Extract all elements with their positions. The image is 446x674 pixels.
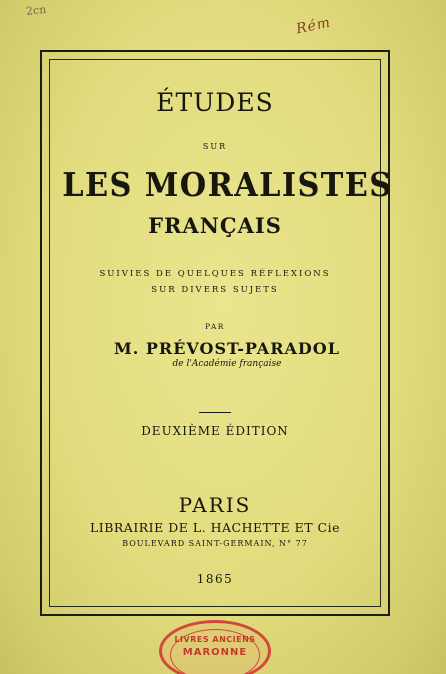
subtitle-line-2: SUR DIVERS SUJETS	[151, 285, 279, 295]
edition-label: DEUXIÈME ÉDITION	[141, 424, 289, 438]
title-francais: FRANÇAIS	[148, 213, 282, 238]
corner-pencil-mark: 2cn	[25, 2, 47, 19]
publisher-name: LIBRAIRIE DE L. HACHETTE ET Cie	[89, 520, 341, 535]
publisher-city: PARIS	[178, 493, 252, 517]
publisher-address: BOULEVARD SAINT-GERMAIN, N° 77	[122, 539, 308, 548]
handwritten-annotation: Rém	[294, 14, 333, 38]
author-affiliation: de l'Académie française	[172, 359, 282, 369]
par-label: PAR	[205, 322, 225, 331]
separator-rule	[199, 412, 231, 413]
bookseller-stamp	[159, 620, 271, 674]
author-name: M. PRÉVOST-PARADOL	[114, 339, 340, 358]
title-sur: SUR	[202, 142, 228, 151]
subtitle-line-1: SUIVIES DE QUELQUES RÉFLEXIONS	[99, 269, 331, 279]
publication-year: 1865	[196, 572, 234, 586]
stamp-text-top: LIVRES ANCIENS	[174, 635, 256, 644]
stamp-text-middle: MARONNE	[182, 647, 248, 658]
title-main: LES MORALISTES	[62, 165, 393, 204]
title-etudes: ÉTUDES	[156, 88, 274, 117]
